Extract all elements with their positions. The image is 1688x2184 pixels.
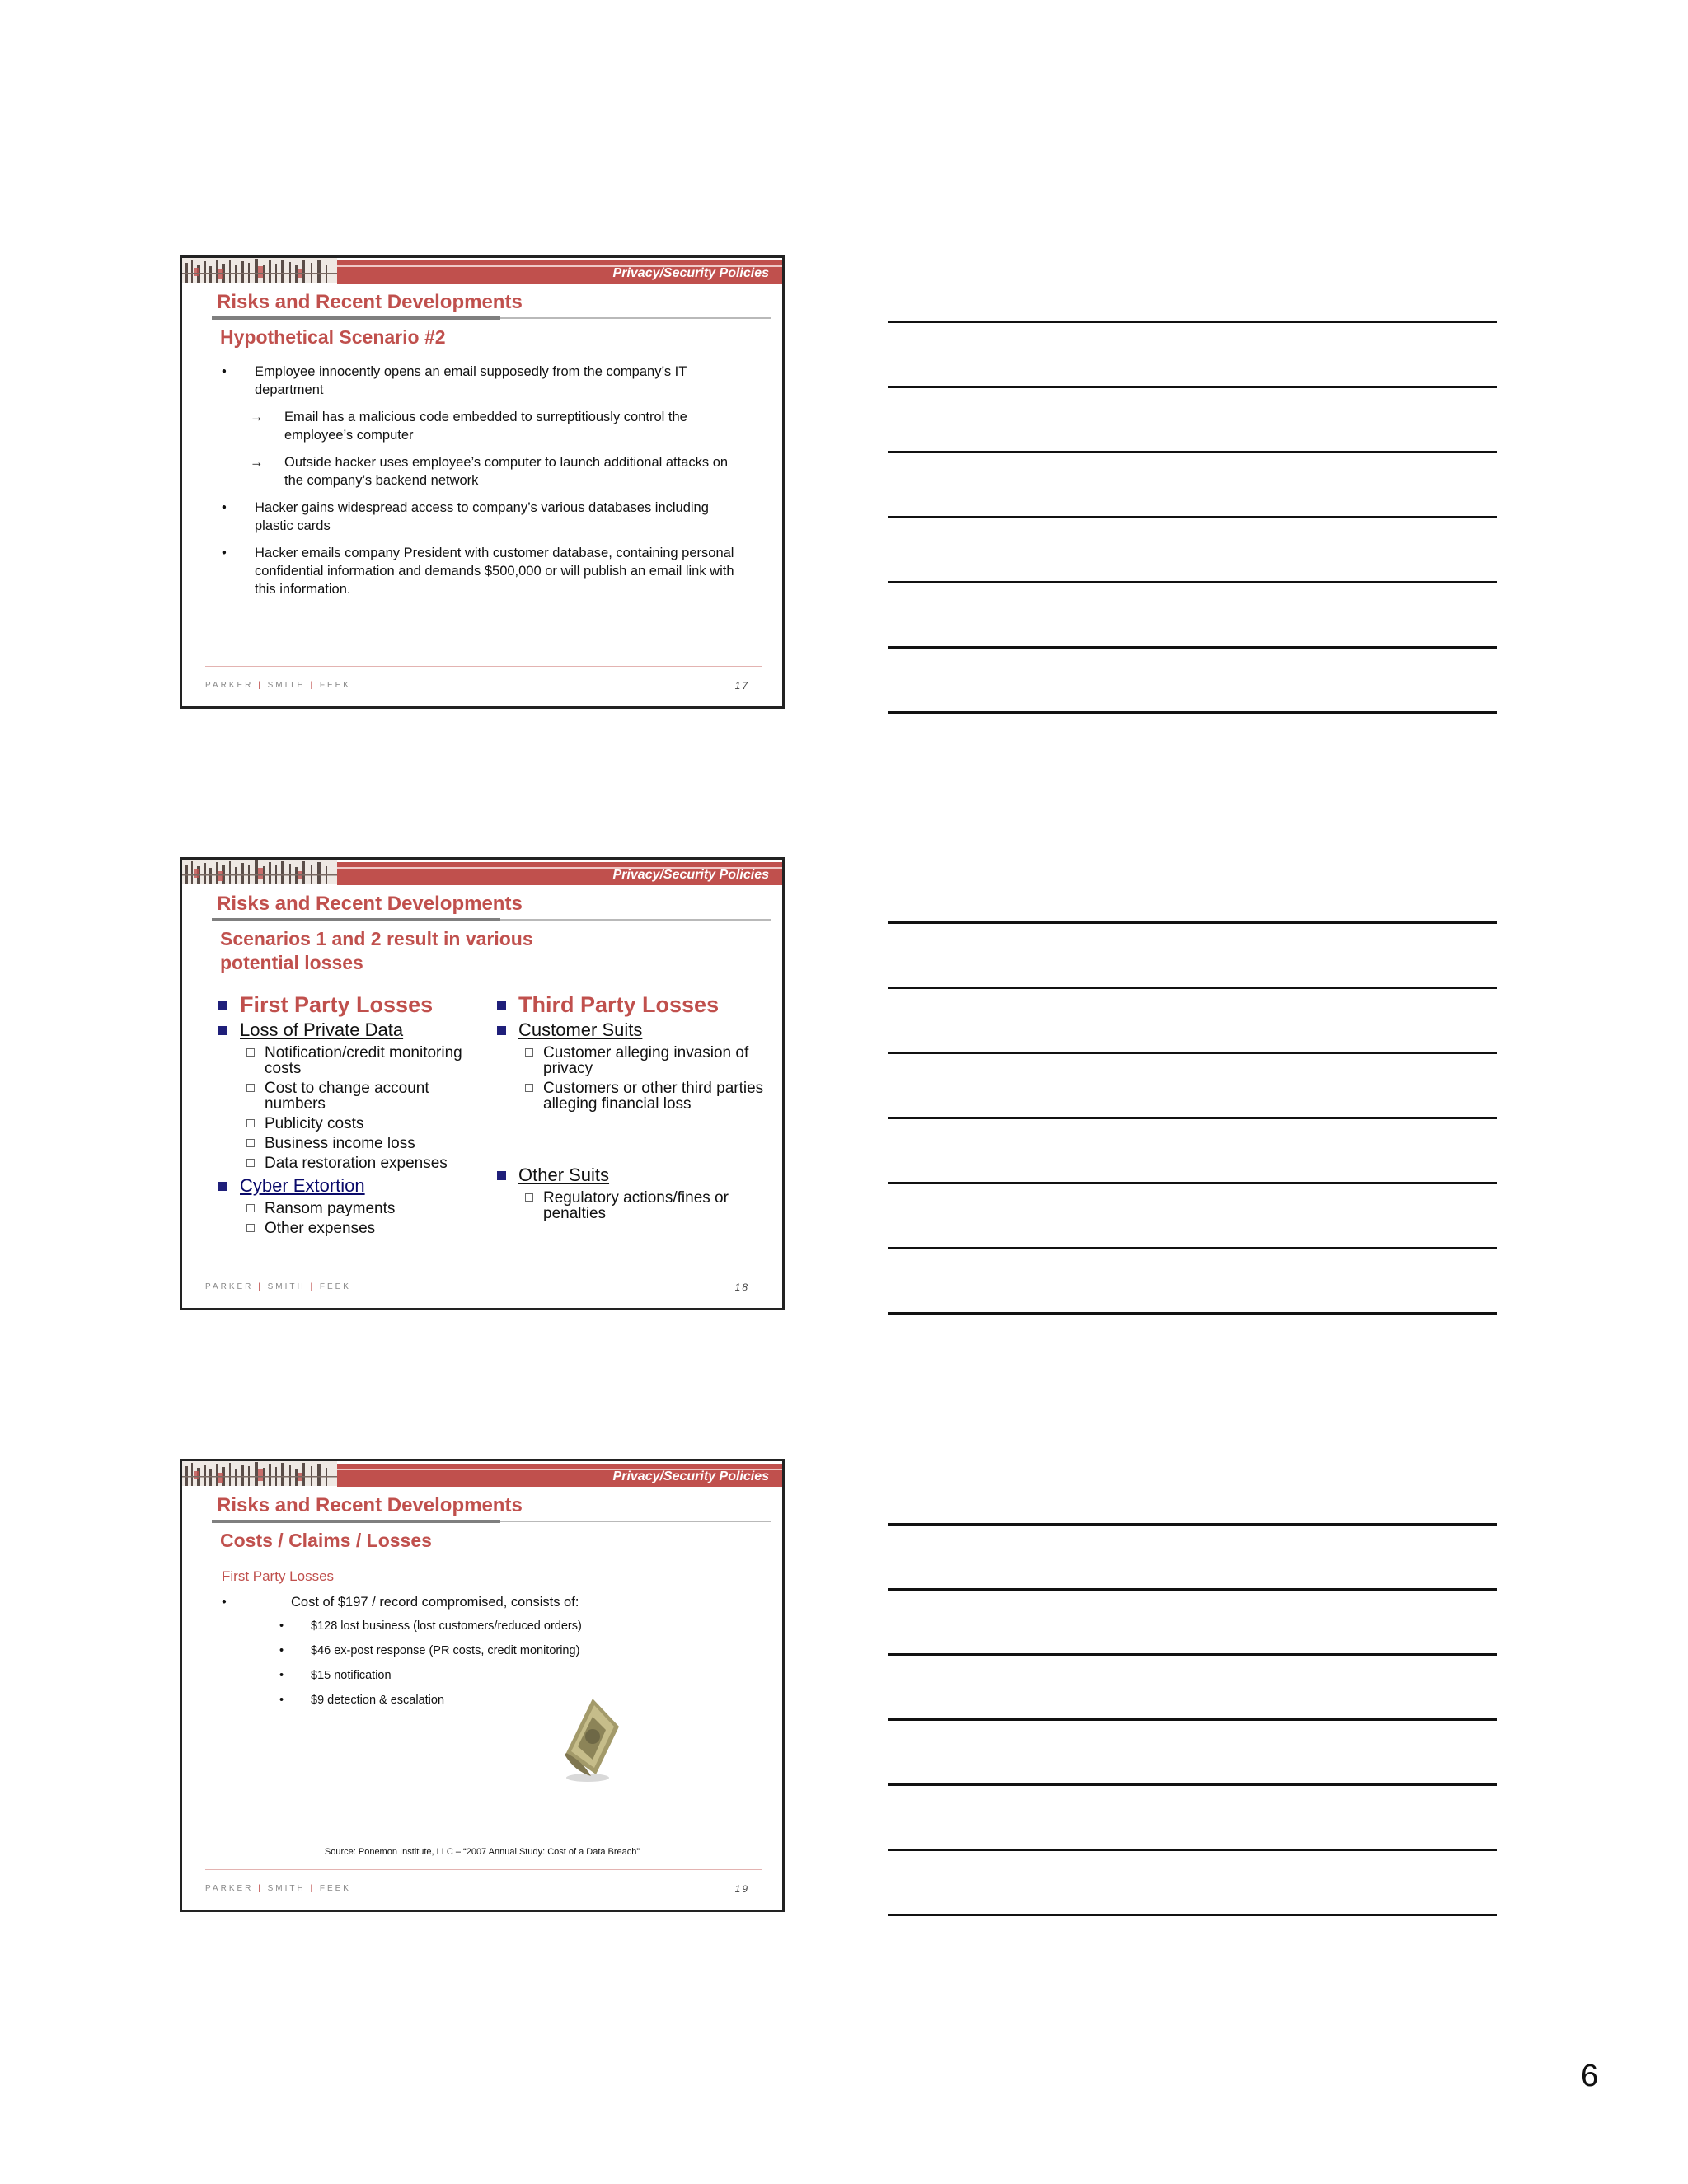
title-rule	[212, 1521, 771, 1522]
list-item: Cost to change account numbers	[217, 1080, 489, 1112]
checkbox-bullet-icon	[246, 1139, 255, 1147]
slide-19: Privacy/Security Policies Risks and Recent Developments Costs / Claims / Losses First Party Losses • Cost of $197 / record compromised, consists of: • $128 lost business (lost customers/reduced orders) • $46 ex-post response (PR costs, credit monitoring) • $15 notification • $9 detection & escalation Source: Ponemon Institute, LLC – “2007 Annual Study: Cost of a Data Breach” PARKER | SMITH | FEEK 19	[180, 1459, 785, 1912]
checkbox-bullet-icon	[246, 1048, 255, 1057]
third-party-heading: Third Party Losses	[495, 991, 767, 1018]
slide-number: 18	[734, 1282, 749, 1293]
source-citation: Source: Ponemon Institute, LLC – “2007 Annual Study: Cost of a Data Breach”	[324, 1847, 640, 1857]
loss-category: Cyber Extortion	[217, 1175, 489, 1197]
page-number: 6	[1581, 2059, 1599, 2093]
slide-18	[180, 857, 785, 1310]
checkbox-bullet-icon	[525, 1193, 533, 1202]
notes-line	[888, 711, 1497, 714]
list-item: • $46 ex-post response (PR costs, credit monitoring)	[279, 1644, 580, 1657]
notes-line	[888, 646, 1497, 649]
first-party-heading: First Party Losses	[217, 991, 489, 1018]
arrow-icon: →	[250, 410, 264, 424]
banner-bar	[337, 862, 782, 885]
notes-line	[888, 1247, 1497, 1249]
list-item: Customers or other third parties alleging financial loss	[495, 1080, 767, 1112]
footer-brand: PARKER | SMITH | FEEK	[205, 1282, 351, 1291]
slide-title: Risks and Recent Developments	[217, 893, 523, 915]
square-bullet-icon	[218, 1026, 227, 1035]
slide-title: Risks and Recent Developments	[217, 291, 523, 313]
banner-bar	[337, 260, 782, 284]
loss-category: Loss of Private Data	[217, 1019, 489, 1041]
notes-line	[888, 1783, 1497, 1786]
title-rule	[212, 317, 771, 319]
first-party-column	[217, 991, 489, 1240]
checkbox-bullet-icon	[246, 1159, 255, 1167]
list-item: • $9 detection & escalation	[279, 1694, 445, 1707]
banner-photo-image	[182, 258, 337, 283]
slide-banner	[182, 1461, 782, 1486]
notes-line	[888, 1653, 1497, 1656]
banner-photo-image	[182, 860, 337, 884]
notes-line	[888, 1117, 1497, 1119]
loss-category: Customer Suits	[495, 1019, 767, 1041]
checkbox-bullet-icon	[246, 1204, 255, 1212]
list-item: • Hacker emails company President with customer database, containing personal confidential information and demands $500,000 or will publish an email link with this information.	[222, 546, 734, 597]
banner-label: Privacy/Security Policies	[612, 266, 769, 280]
banner-bar	[337, 1464, 782, 1487]
notes-line	[888, 581, 1497, 583]
money-image	[550, 1695, 632, 1790]
list-item: Ransom payments	[217, 1201, 489, 1216]
slide-number: 19	[734, 1883, 749, 1895]
banner-label: Privacy/Security Policies	[612, 868, 769, 882]
list-item: • Employee innocently opens an email supposedly from the company’s IT department	[222, 364, 687, 397]
notes-line	[888, 987, 1497, 989]
list-sub-item: → Outside hacker uses employee’s computer to launch additional attacks on the company’s backend network	[250, 455, 729, 488]
slide-title: Risks and Recent Developments	[217, 1494, 523, 1516]
notes-line	[888, 1052, 1497, 1054]
checkbox-bullet-icon	[246, 1084, 255, 1092]
banner-label: Privacy/Security Policies	[612, 1469, 769, 1483]
footer-brand: PARKER | SMITH | FEEK	[205, 1884, 351, 1893]
list-item: Regulatory actions/fines or penalties	[495, 1190, 767, 1221]
slide-number: 17	[734, 680, 749, 691]
footer-rule	[205, 1869, 762, 1870]
checkbox-bullet-icon	[525, 1084, 533, 1092]
notes-line	[888, 1588, 1497, 1591]
checkbox-bullet-icon	[246, 1224, 255, 1232]
notes-line	[888, 1718, 1497, 1721]
notes-line	[888, 451, 1497, 453]
list-item: Other expenses	[217, 1221, 489, 1236]
notes-line	[888, 516, 1497, 518]
arrow-icon: →	[250, 455, 264, 470]
footer-rule	[205, 666, 762, 667]
first-party-label: First Party Losses	[222, 1568, 335, 1584]
square-bullet-icon	[497, 1001, 506, 1010]
notes-line	[888, 921, 1497, 924]
slide-subtitle: Scenarios 1 and 2 result in various potential losses	[220, 928, 533, 973]
slide-subtitle: Hypothetical Scenario #2	[220, 326, 446, 348]
list-item: • $15 notification	[279, 1669, 392, 1682]
list-item: Data restoration expenses	[217, 1155, 489, 1171]
notes-line	[888, 321, 1497, 323]
square-bullet-icon	[218, 1182, 227, 1191]
notes-line	[888, 1312, 1497, 1315]
square-bullet-icon	[497, 1171, 506, 1180]
list-item: Notification/credit monitoring costs	[217, 1045, 489, 1076]
scenario-list	[222, 363, 741, 607]
notes-line	[888, 386, 1497, 388]
notes-line	[888, 1849, 1497, 1851]
checkbox-bullet-icon	[246, 1119, 255, 1127]
notes-line	[888, 1914, 1497, 1916]
slide-banner	[182, 258, 782, 283]
notes-line	[888, 1523, 1497, 1526]
list-item: Customer alleging invasion of privacy	[495, 1045, 767, 1076]
title-rule	[212, 919, 771, 921]
checkbox-bullet-icon	[525, 1048, 533, 1057]
list-item: • $128 lost business (lost customers/reduced orders)	[279, 1619, 582, 1633]
list-item: Business income loss	[217, 1136, 489, 1151]
notes-line	[888, 1182, 1497, 1184]
loss-category: Other Suits	[495, 1165, 767, 1186]
square-bullet-icon	[218, 1001, 227, 1010]
slide-banner	[182, 860, 782, 884]
list-item: • Hacker gains widespread access to company’s various databases including plastic cards	[222, 500, 709, 533]
slide-subtitle: Costs / Claims / Losses	[220, 1530, 432, 1551]
cost-breakdown-list	[279, 1619, 582, 1718]
list-item: Publicity costs	[217, 1116, 489, 1132]
footer-brand: PARKER | SMITH | FEEK	[205, 681, 351, 690]
list-sub-item: → Email has a malicious code embedded to surreptitiously control the employee’s computer	[250, 410, 687, 443]
square-bullet-icon	[497, 1026, 506, 1035]
banner-photo-image	[182, 1461, 337, 1486]
slide-17	[180, 255, 785, 709]
third-party-column	[495, 991, 767, 1226]
